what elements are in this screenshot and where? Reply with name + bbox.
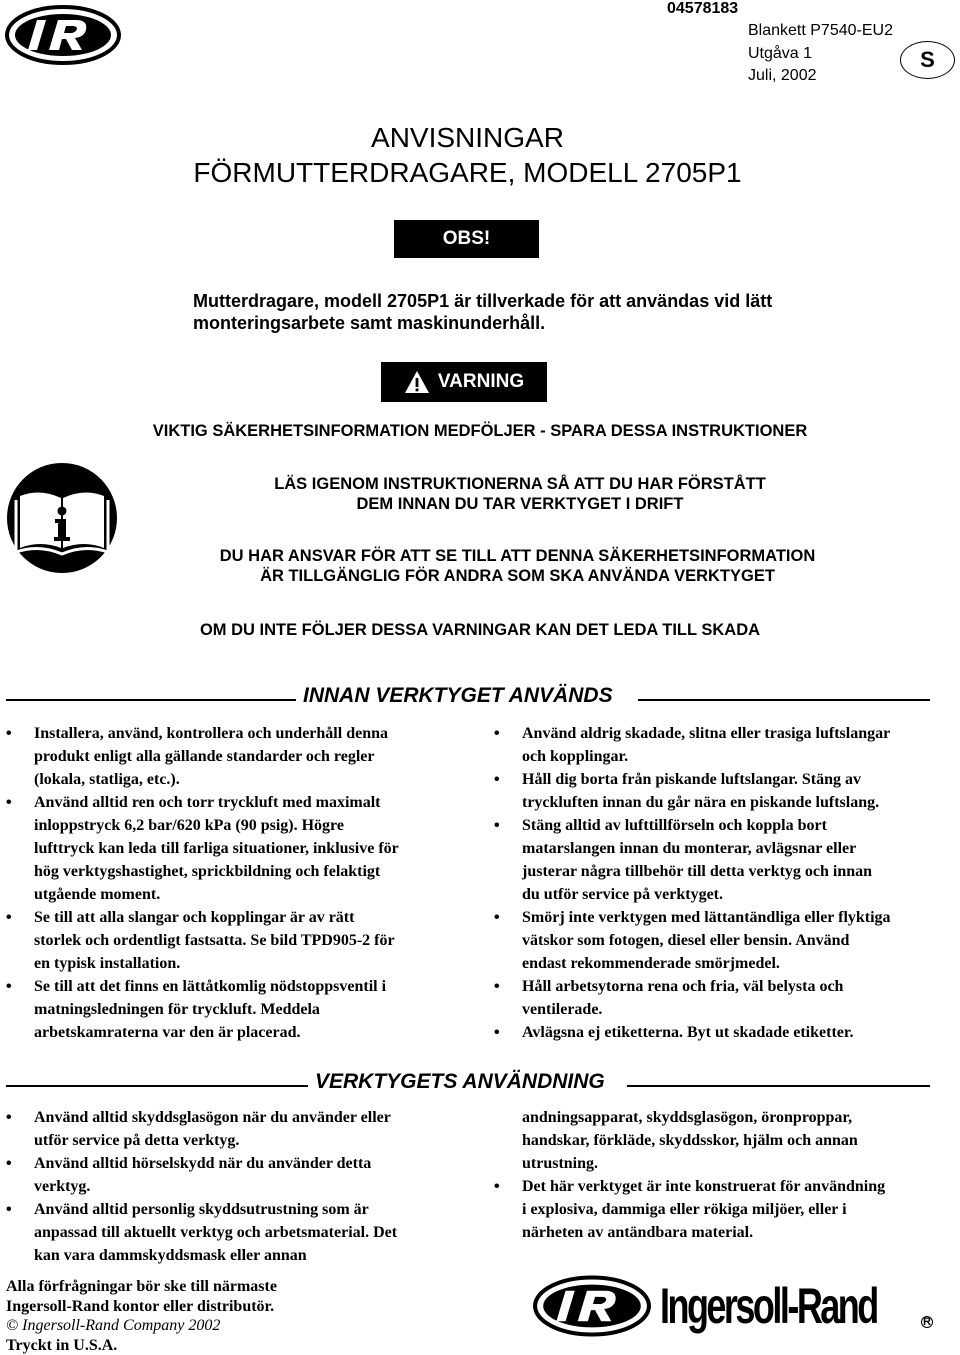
list-item-line: kan vara dammskyddsmask eller annan xyxy=(34,1247,307,1264)
brand-wordmark: Ingersoll-Rand xyxy=(660,1278,877,1334)
notice-text xyxy=(193,290,772,334)
list-item xyxy=(6,1152,476,1198)
bullet-icon: • xyxy=(6,909,12,926)
list-item xyxy=(6,722,476,791)
title-line-2: FÖRMUTTERDRAGARE, MODELL 2705P1 xyxy=(193,157,742,188)
list-item-line: Stäng alltid av lufttillförseln och koppla bort xyxy=(522,817,827,834)
list-item-line: hög verktygshastighet, sprickbildning och felaktigt xyxy=(34,863,381,880)
list-item-line: ventilerade. xyxy=(522,1001,603,1018)
language-badge: S xyxy=(900,41,955,79)
list-item xyxy=(6,791,476,906)
list-item-line: tryckluften innan du går nära en piskande luftslang. xyxy=(522,794,880,811)
consequence-text: OM DU INTE FÖLJER DESSA VARNINGAR KAN DET LEDA TILL SKADA xyxy=(199,621,761,639)
read-line-2: DEM INNAN DU TAR VERKTYGET I DRIFT xyxy=(356,495,684,513)
list-item-line: i explosiva, dammiga eller rökiga miljöer, eller i xyxy=(522,1201,847,1218)
bullet-icon: • xyxy=(6,1109,12,1126)
save-instructions-text: VIKTIG SÄKERHETSINFORMATION MEDFÖLJER - SPARA DESSA INSTRUKTIONER xyxy=(152,422,808,440)
list-item-line: Se till att alla slangar och kopplingar är av rätt xyxy=(34,909,355,926)
form-number: Blankett P7540-EU2 xyxy=(748,22,893,39)
heading-rule-left xyxy=(6,1085,308,1087)
warning-label: VARNING xyxy=(437,371,525,392)
notice-line-2: monteringsarbete samt maskinunderhåll. xyxy=(193,313,546,333)
list-item-line: Avlägsna ej etiketterna. Byt ut skadade etiketter. xyxy=(522,1024,854,1041)
list-item xyxy=(6,1198,476,1267)
list-item-line: Använd alltid hörselskydd när du använder detta xyxy=(34,1155,372,1172)
before-use-list-left xyxy=(6,722,476,1044)
list-item-line: du utför service på verktyget. xyxy=(522,886,723,903)
heading-rule-right xyxy=(638,699,930,701)
list-item-line: en typisk installation. xyxy=(34,955,181,972)
read-instructions-text xyxy=(70,474,960,514)
list-item-line: anpassad till aktuellt verktyg och arbetsmaterial. Det xyxy=(34,1224,398,1241)
bullet-icon: • xyxy=(494,725,500,742)
list-item-line: justerar några tillbehör till detta verktyg och innan xyxy=(522,863,873,880)
list-item-line: matningsledningen för tryckluft. Meddela xyxy=(34,1001,320,1018)
notice-banner: OBS! xyxy=(394,220,539,258)
list-item-line: närheten av antändbara material. xyxy=(522,1224,754,1241)
notice-line-1: Mutterdragare, modell 2705P1 är tillverkade för att användas vid lätt xyxy=(193,291,773,311)
bullet-icon: • xyxy=(494,1024,500,1041)
list-item-line: Håll dig borta från piskande luftslangar. Stäng av xyxy=(522,771,862,788)
before-use-list-right xyxy=(494,722,954,1044)
responsibility-line-2: ÄR TILLGÄNGLIG FÖR ANDRA SOM SKA ANVÄNDA VERKTYGET xyxy=(260,567,775,585)
list-item-line: Använd alltid personlig skyddsutrustning som är xyxy=(34,1201,369,1218)
list-item xyxy=(494,768,954,814)
list-item-line: Se till att det finns en lättåtkomlig nödstoppsventil i xyxy=(34,978,387,995)
list-item xyxy=(6,975,476,1044)
list-item-line: storlek och ordentligt fastsatta. Se bild TPD905-2 för xyxy=(34,932,395,949)
list-item-line: handskar, förkläde, skyddsskor, hjälm och annan xyxy=(522,1132,858,1149)
bullet-icon: • xyxy=(6,725,12,742)
bullet-icon: • xyxy=(494,771,500,788)
list-item-line: matarslangen innan du monterar, avlägsnar eller xyxy=(522,840,857,857)
list-item-line: (lokala, statliga, etc.). xyxy=(34,771,180,788)
form-metadata xyxy=(748,20,893,88)
list-item xyxy=(494,975,954,1021)
publication-date: Juli, 2002 xyxy=(748,67,817,84)
edition: Utgåva 1 xyxy=(748,44,813,62)
use-list-right xyxy=(494,1106,954,1244)
responsibility-text xyxy=(60,546,960,586)
section-heading-use xyxy=(0,1070,960,1100)
list-item-line: verktyg. xyxy=(34,1178,91,1195)
list-item-line: lufttryck kan leda till farliga situationer, inklusive för xyxy=(34,840,399,857)
bullet-icon: • xyxy=(6,1155,12,1172)
bullet-icon: • xyxy=(494,1178,500,1195)
copyright: © Ingersoll-Rand Company 2002 xyxy=(6,1317,221,1334)
bullet-icon: • xyxy=(494,909,500,926)
bullet-icon: • xyxy=(6,794,12,811)
ir-logo-bottom xyxy=(532,1270,652,1347)
ir-logo-top xyxy=(4,4,122,71)
section-heading-label: VERKTYGETS ANVÄNDNING xyxy=(315,1070,605,1093)
warning-triangle-icon xyxy=(404,370,430,394)
list-item-line: Använd aldrig skadade, slitna eller trasiga luftslangar xyxy=(522,725,891,742)
heading-rule-left xyxy=(6,699,296,701)
list-item xyxy=(6,906,476,975)
list-item-line: Håll arbetsytorna rena och fria, väl belysta och xyxy=(522,978,844,995)
warning-banner xyxy=(381,362,547,402)
bullet-icon: • xyxy=(6,978,12,995)
list-item-line: Smörj inte verktygen med lättantändliga eller flyktiga xyxy=(522,909,891,926)
document-number: 04578183 xyxy=(667,0,739,17)
list-item-line: utrustning. xyxy=(522,1155,599,1172)
list-item xyxy=(494,814,954,906)
list-item-line: endast rekommenderade smörjmedel. xyxy=(522,955,780,972)
list-item xyxy=(6,1106,476,1152)
list-item-line: produkt enligt alla gällande standarder och regler xyxy=(34,748,375,765)
responsibility-line-1: DU HAR ANSVAR FÖR ATT SE TILL ATT DENNA SÄKERHETSINFORMATION xyxy=(219,547,816,565)
list-item-continuation xyxy=(494,1106,954,1175)
list-item-line: Använd alltid skyddsglasögon när du använder eller xyxy=(34,1109,391,1126)
bullet-icon: • xyxy=(494,817,500,834)
list-item-line: arbetskamraterna var den är placerad. xyxy=(34,1024,301,1041)
list-item-line: andningsapparat, skyddsglasögon, öronproppar, xyxy=(522,1109,853,1126)
bullet-icon: • xyxy=(494,978,500,995)
title-line-1: ANVISNINGAR xyxy=(371,122,564,153)
section-heading-label: INNAN VERKTYGET ANVÄNDS xyxy=(303,684,613,707)
list-item-line: Använd alltid ren och torr tryckluft med maximalt xyxy=(34,794,381,811)
page-title xyxy=(0,120,935,190)
read-line-1: LÄS IGENOM INSTRUKTIONERNA SÅ ATT DU HAR FÖRSTÅTT xyxy=(274,475,766,493)
list-item-line: vätskor som fotogen, diesel eller bensin. Använd xyxy=(522,932,850,949)
footer-line-2: Ingersoll-Rand kontor eller distributör. xyxy=(6,1297,275,1315)
footer-contact xyxy=(6,1277,277,1355)
list-item-line: och kopplingar. xyxy=(522,748,629,765)
registered-mark: R xyxy=(921,1316,933,1328)
list-item-line: Installera, använd, kontrollera och underhåll denna xyxy=(34,725,388,742)
section-heading-before-use xyxy=(0,684,960,714)
list-item-line: Det här verktyget är inte konstruerat för användning xyxy=(522,1178,886,1195)
list-item xyxy=(494,1175,954,1244)
footer-line-1: Alla förfrågningar bör ske till närmaste xyxy=(6,1278,277,1295)
printed-in: Tryckt in U.S.A. xyxy=(6,1336,118,1354)
use-list-left xyxy=(6,1106,476,1267)
list-item xyxy=(494,722,954,768)
list-item-line: inloppstryck 6,2 bar/620 kPa (90 psig). Högre xyxy=(34,817,344,834)
heading-rule-right xyxy=(627,1085,930,1087)
bullet-icon: • xyxy=(6,1201,12,1218)
list-item xyxy=(494,1021,954,1044)
list-item xyxy=(494,906,954,975)
list-item-line: utgående moment. xyxy=(34,886,161,903)
list-item-line: utför service på detta verktyg. xyxy=(34,1132,240,1149)
